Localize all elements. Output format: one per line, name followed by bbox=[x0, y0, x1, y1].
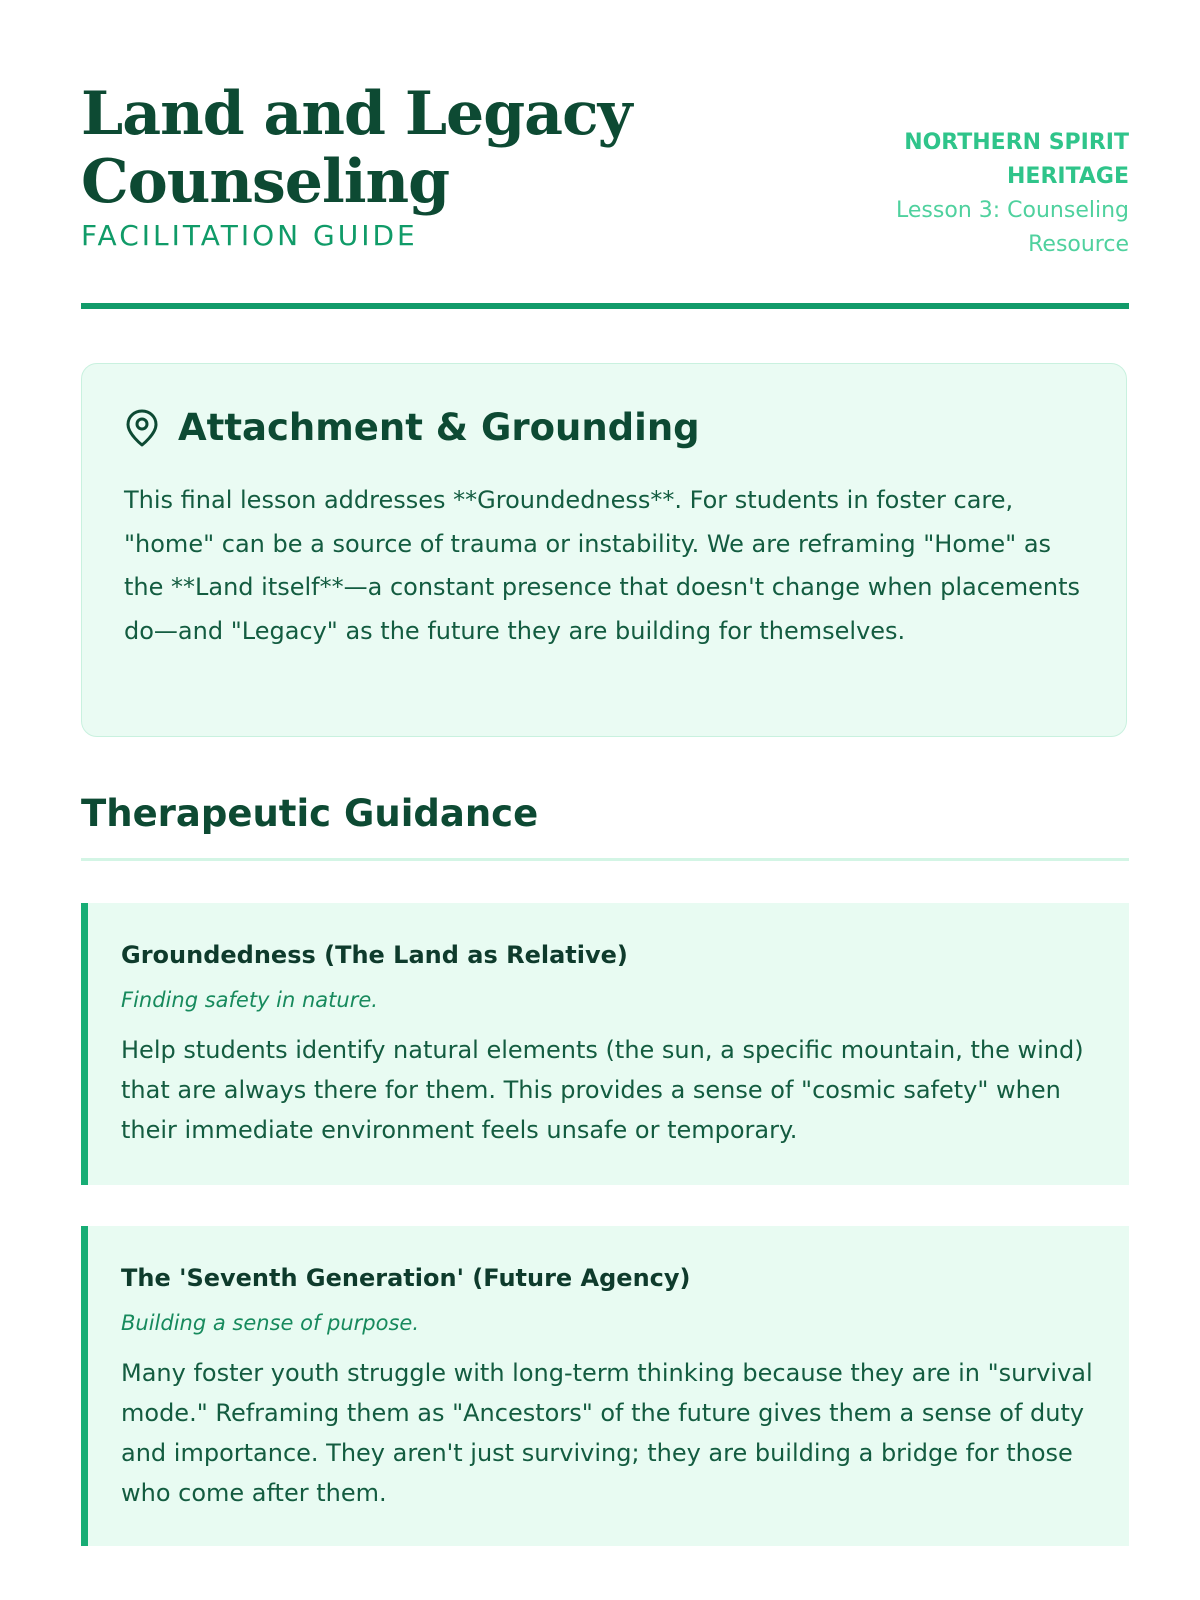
callout-box bbox=[81, 363, 1127, 737]
section-heading: Therapeutic Guidance bbox=[81, 792, 539, 835]
card-tagline: Finding safety in nature. bbox=[121, 988, 378, 1012]
section-divider bbox=[81, 858, 1129, 861]
document-page bbox=[81, 0, 1129, 1507]
guidance-card-seventh-generation bbox=[81, 1226, 1129, 1546]
document-header bbox=[81, 0, 1129, 310]
card-title: Groundedness (The Land as Relative) bbox=[121, 941, 628, 969]
callout-title: Attachment & Grounding bbox=[178, 406, 700, 449]
organization-name: NORTHERN SPIRIT HERITAGE bbox=[904, 130, 1129, 189]
header-divider bbox=[81, 303, 1129, 309]
card-tagline: Building a sense of purpose. bbox=[121, 1311, 420, 1335]
organization-block bbox=[859, 126, 1129, 262]
document-subtitle: FACILITATION GUIDE bbox=[81, 219, 418, 252]
map-pin-icon bbox=[124, 408, 160, 448]
guidance-card-groundedness bbox=[81, 903, 1129, 1185]
card-text: Many foster youth struggle with long-term thinking because they are in "survival mode." Reframing them as "Ancestors" of the future gives them a sense of duty and importance. They aren't just surviving; they are building a bridge for those who come after them. bbox=[121, 1359, 1093, 1507]
document-title: Land and Legacy Counseling bbox=[81, 79, 632, 217]
card-text: Help students identify natural elements (the sun, a specific mountain, the wind) that are always there for them. This provides a sense of "cosmic safety" when their immediate environment feels unsafe or temporary. bbox=[121, 1036, 1084, 1144]
card-title: The 'Seventh Generation' (Future Agency) bbox=[121, 1264, 691, 1292]
lesson-label: Lesson 3: Counseling Resource bbox=[896, 198, 1129, 257]
callout-body: This final lesson addresses **Groundedness**. For students in foster care, "home" can be a source of trauma or instability. We are reframing "Home" as the **Land itself**—a constant presence that doesn't change when placements do—and "Legacy" as the future they are building for themselves. bbox=[124, 486, 1080, 645]
callout-header bbox=[124, 406, 700, 449]
